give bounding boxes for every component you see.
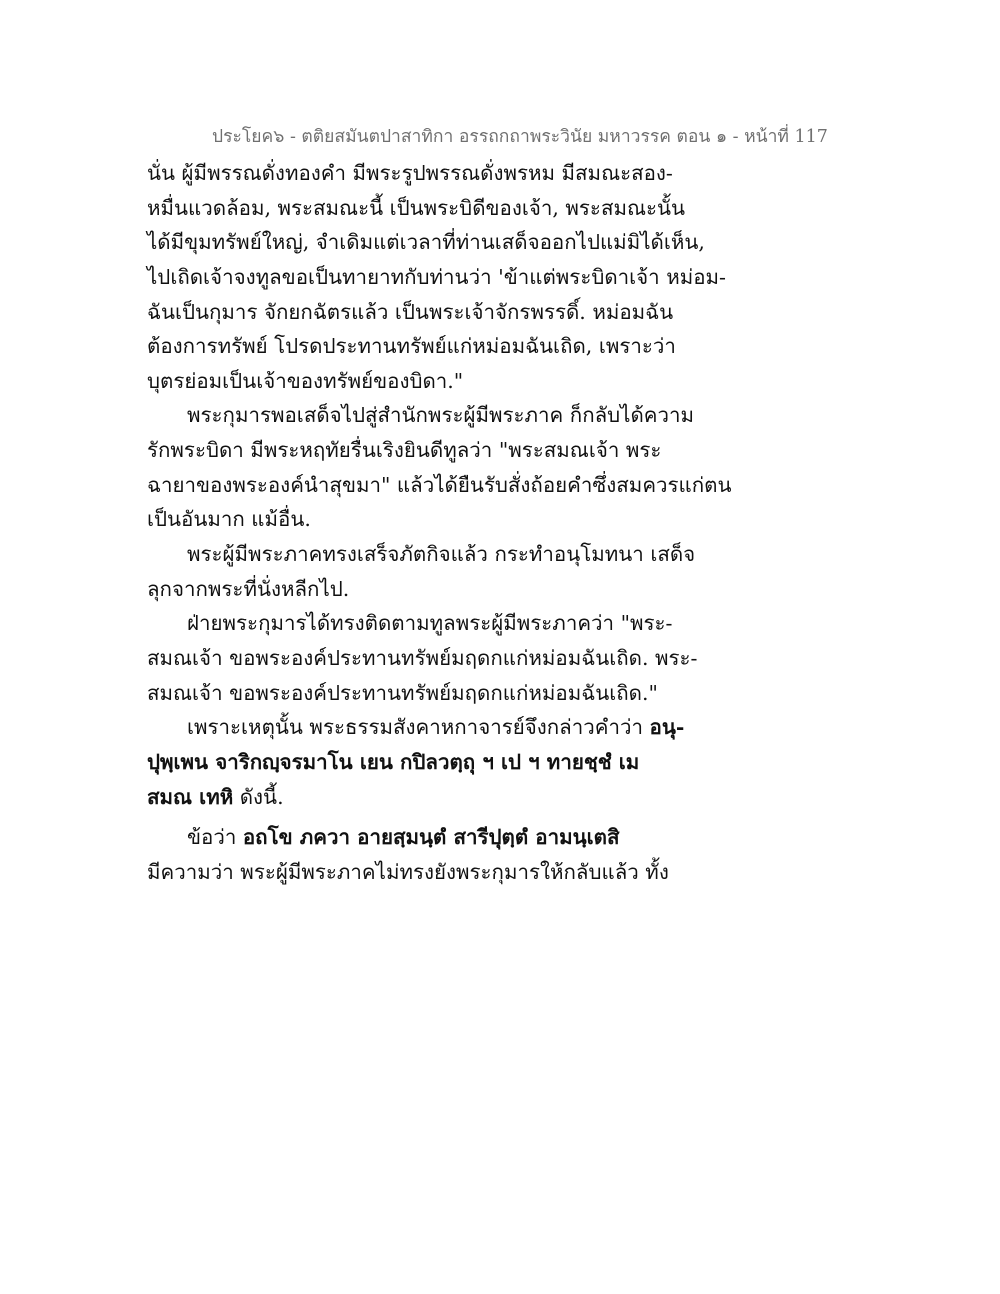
page-header: ประโยค๖ - ตติยสมันตปาสาทิกา อรรถกถาพระวินัย มหาวรรค ตอน ๑ - หน้าที่ 117 — [212, 127, 828, 147]
text-segment: ฝ่ายพระกุมารได้ทรงติดตามทูลพระผู้มีพระภาคว่า "พระ- — [187, 611, 673, 636]
pali-text-segment: ปุพฺเพน จาริกญฺจรมาโน เยน กปิลวตฺถุ ฯ เป ฯ ทายชฺชํ เม — [147, 749, 640, 774]
text-line — [147, 780, 847, 815]
text-segment: ลุกจากพระที่นั่งหลีกไป. — [147, 576, 350, 601]
text-segment: ต้องการทรัพย์ โปรดประทานทรัพย์แก่หม่อมฉันเถิด, เพราะว่า — [147, 334, 676, 359]
text-line — [147, 676, 847, 711]
text-line — [147, 433, 847, 468]
pali-text-segment: อถโข ภควา อายสฺมนฺตํ สารีปุตฺตํ อามนฺเตสิ — [242, 825, 620, 850]
text-line — [147, 398, 847, 433]
pali-text-segment: สมณ เทหิ — [147, 784, 234, 809]
text-line — [147, 260, 847, 295]
text-line — [147, 191, 847, 226]
text-segment: บุตรย่อมเป็นเจ้าของทรัพย์ของบิดา." — [147, 368, 464, 393]
text-line — [147, 329, 847, 364]
text-segment: รักพระบิดา มีพระหฤทัยรื่นเริงยินดีทูลว่า "พระสมณเจ้า พระ — [147, 438, 662, 463]
text-segment: พระผู้มีพระภาคทรงเสร็จภัตกิจแล้ว กระทำอนุโมทนา เสด็จ — [187, 542, 696, 567]
text-line — [147, 156, 847, 191]
text-line — [147, 641, 847, 676]
text-line — [147, 502, 847, 537]
text-line — [147, 855, 847, 890]
text-line — [147, 225, 847, 260]
text-segment: เพราะเหตุนั้น พระธรรมสังคาหกาจารย์จึงกล่าวคำว่า — [187, 715, 650, 740]
text-line — [147, 537, 847, 572]
text-segment: ดังนี้. — [233, 784, 284, 809]
text-line — [147, 606, 847, 641]
text-segment: เป็นอันมาก แม้อื่น. — [147, 507, 311, 532]
text-segment: ได้มีขุมทรัพย์ใหญ่, จำเดิมแต่เวลาที่ท่านเสด็จออกไปแม่มิได้เห็น, — [147, 230, 705, 255]
text-line — [147, 820, 847, 855]
text-segment: ฉายาของพระองค์นำสุขมา" แล้วได้ยืนรับสั่งถ้อยคำซึ่งสมควรแก่ตน — [147, 472, 732, 497]
text-segment: นั่น ผู้มีพรรณดั่งทองคำ มีพระรูปพรรณดั่งพรหม มีสมณะสอง- — [147, 161, 673, 185]
body-text — [147, 156, 847, 889]
text-line — [147, 364, 847, 399]
text-segment: ข้อว่า — [187, 825, 243, 850]
text-line — [147, 710, 847, 745]
text-line — [147, 295, 847, 330]
text-segment: มีความว่า พระผู้มีพระภาคไม่ทรงยังพระกุมารให้กลับแล้ว ทั้ง — [147, 859, 669, 884]
text-segment: ฉันเป็นกุมาร จักยกฉัตรแล้ว เป็นพระเจ้าจักรพรรดิ์. หม่อมฉัน — [147, 299, 674, 324]
text-segment: หมื่นแวดล้อม, พระสมณะนี้ เป็นพระบิดีของเจ้า, พระสมณะนั้น — [147, 195, 686, 220]
text-segment: พระกุมารพอเสด็จไปสู่สำนักพระผู้มีพระภาค ก็กลับได้ความ — [187, 403, 695, 428]
text-line — [147, 745, 847, 780]
text-segment: สมณเจ้า ขอพระองค์ประทานทรัพย์มฤดกแก่หม่อมฉันเถิด." — [147, 680, 658, 705]
pali-text-segment: อนุ- — [649, 715, 685, 740]
text-line — [147, 468, 847, 503]
text-segment: สมณเจ้า ขอพระองค์ประทานทรัพย์มฤดกแก่หม่อมฉันเถิด. พระ- — [147, 645, 698, 670]
text-segment: ไปเถิดเจ้าจงทูลขอเป็นทายาทกับท่านว่า 'ข้าแต่พระบิดาเจ้า หม่อม- — [147, 264, 726, 289]
text-line — [147, 572, 847, 607]
